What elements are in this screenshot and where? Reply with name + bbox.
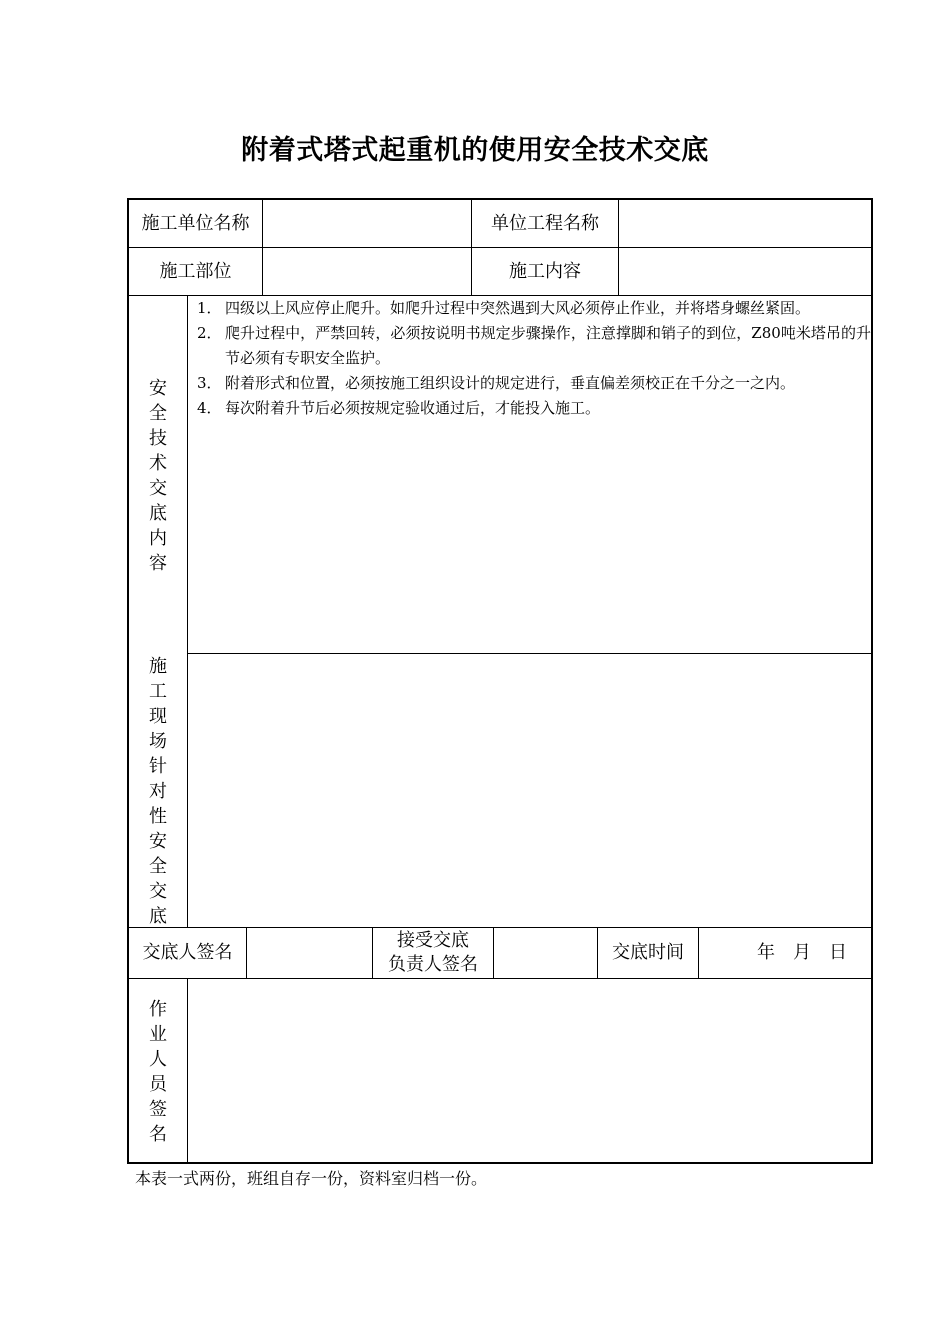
footnote: 本表一式两份，班组自存一份，资料室归档一份。 bbox=[135, 1169, 488, 1188]
safety-item-number: 2． bbox=[197, 324, 222, 342]
label-char: 业 bbox=[149, 1024, 167, 1045]
content-field[interactable] bbox=[619, 248, 873, 295]
label-char: 工 bbox=[149, 681, 167, 702]
receiver-signature-label bbox=[373, 928, 493, 978]
safety-item-text: 爬升过程中，严禁回转，必须按说明书规定步骤操作，注意撑脚和销子的到位，Z80吨米塔吊的升节必须有专职安全监护。 bbox=[225, 324, 871, 367]
disclosure-time-label: 交底时间 bbox=[612, 942, 684, 963]
safety-item-number: 4． bbox=[197, 399, 222, 417]
safety-item bbox=[191, 296, 871, 321]
label-char: 名 bbox=[149, 1124, 167, 1145]
label-char: 现 bbox=[149, 706, 167, 727]
safety-item-text: 每次附着升节后必须按规定验收通过后，才能投入施工。 bbox=[225, 399, 601, 417]
label-char: 场 bbox=[149, 731, 167, 752]
safety-items-list bbox=[191, 296, 871, 421]
label-char: 人 bbox=[149, 1049, 167, 1070]
location-label: 施工部位 bbox=[159, 260, 232, 282]
label-char: 签 bbox=[149, 1099, 167, 1120]
label-char: 内 bbox=[149, 528, 167, 549]
label-char: 技 bbox=[149, 428, 167, 449]
label-char: 施 bbox=[149, 656, 167, 677]
safety-item-number: 3． bbox=[197, 374, 222, 392]
onsite-disclosure-field[interactable] bbox=[188, 654, 873, 927]
disclosure-form bbox=[127, 198, 873, 1164]
label-char: 针 bbox=[149, 756, 167, 777]
safety-item bbox=[191, 371, 871, 396]
label-char: 性 bbox=[149, 806, 167, 827]
label-char: 交 bbox=[149, 881, 167, 902]
location-field[interactable] bbox=[263, 248, 471, 295]
project-name-label: 单位工程名称 bbox=[491, 212, 599, 234]
workers-signature-label bbox=[129, 997, 187, 1147]
unit-name-label: 施工单位名称 bbox=[141, 212, 250, 234]
safety-item bbox=[191, 321, 871, 371]
onsite-disclosure-label bbox=[129, 654, 187, 929]
label-char: 交 bbox=[149, 478, 167, 499]
presenter-signature-label: 交底人签名 bbox=[142, 942, 233, 963]
safety-item-number: 1． bbox=[197, 299, 222, 317]
presenter-signature-field[interactable] bbox=[247, 928, 372, 978]
content-label: 施工内容 bbox=[509, 260, 581, 282]
label-char: 底 bbox=[149, 906, 167, 927]
label-char: 员 bbox=[149, 1074, 167, 1095]
safety-item-text: 四级以上风应停止爬升。如爬升过程中突然遇到大风必须停止作业，并将塔身螺丝紧固。 bbox=[225, 299, 811, 317]
page-title: 附着式塔式起重机的使用安全技术交底 bbox=[241, 135, 709, 166]
label-char: 全 bbox=[149, 403, 167, 424]
safety-item bbox=[191, 396, 871, 421]
receiver-label-line1: 接受交底 bbox=[397, 930, 469, 951]
receiver-signature-field[interactable] bbox=[494, 928, 597, 978]
label-char: 作 bbox=[149, 999, 167, 1020]
safety-item-text: 附着形式和位置，必须按施工组织设计的规定进行，垂直偏差须校正在千分之一之内。 bbox=[225, 374, 796, 392]
project-name-field[interactable] bbox=[619, 200, 873, 247]
label-char: 全 bbox=[149, 856, 167, 877]
label-char: 容 bbox=[149, 553, 167, 574]
label-char: 术 bbox=[149, 453, 167, 474]
disclosure-date-field[interactable]: 年 月 日 bbox=[757, 942, 847, 963]
label-char: 安 bbox=[149, 378, 167, 399]
label-char: 安 bbox=[149, 831, 167, 852]
workers-signature-field[interactable] bbox=[188, 979, 873, 1164]
safety-content-label bbox=[129, 376, 187, 576]
label-char: 对 bbox=[149, 781, 167, 802]
unit-name-field[interactable] bbox=[263, 200, 471, 247]
label-char: 底 bbox=[149, 503, 167, 524]
receiver-label-line2: 负责人签名 bbox=[388, 954, 478, 975]
